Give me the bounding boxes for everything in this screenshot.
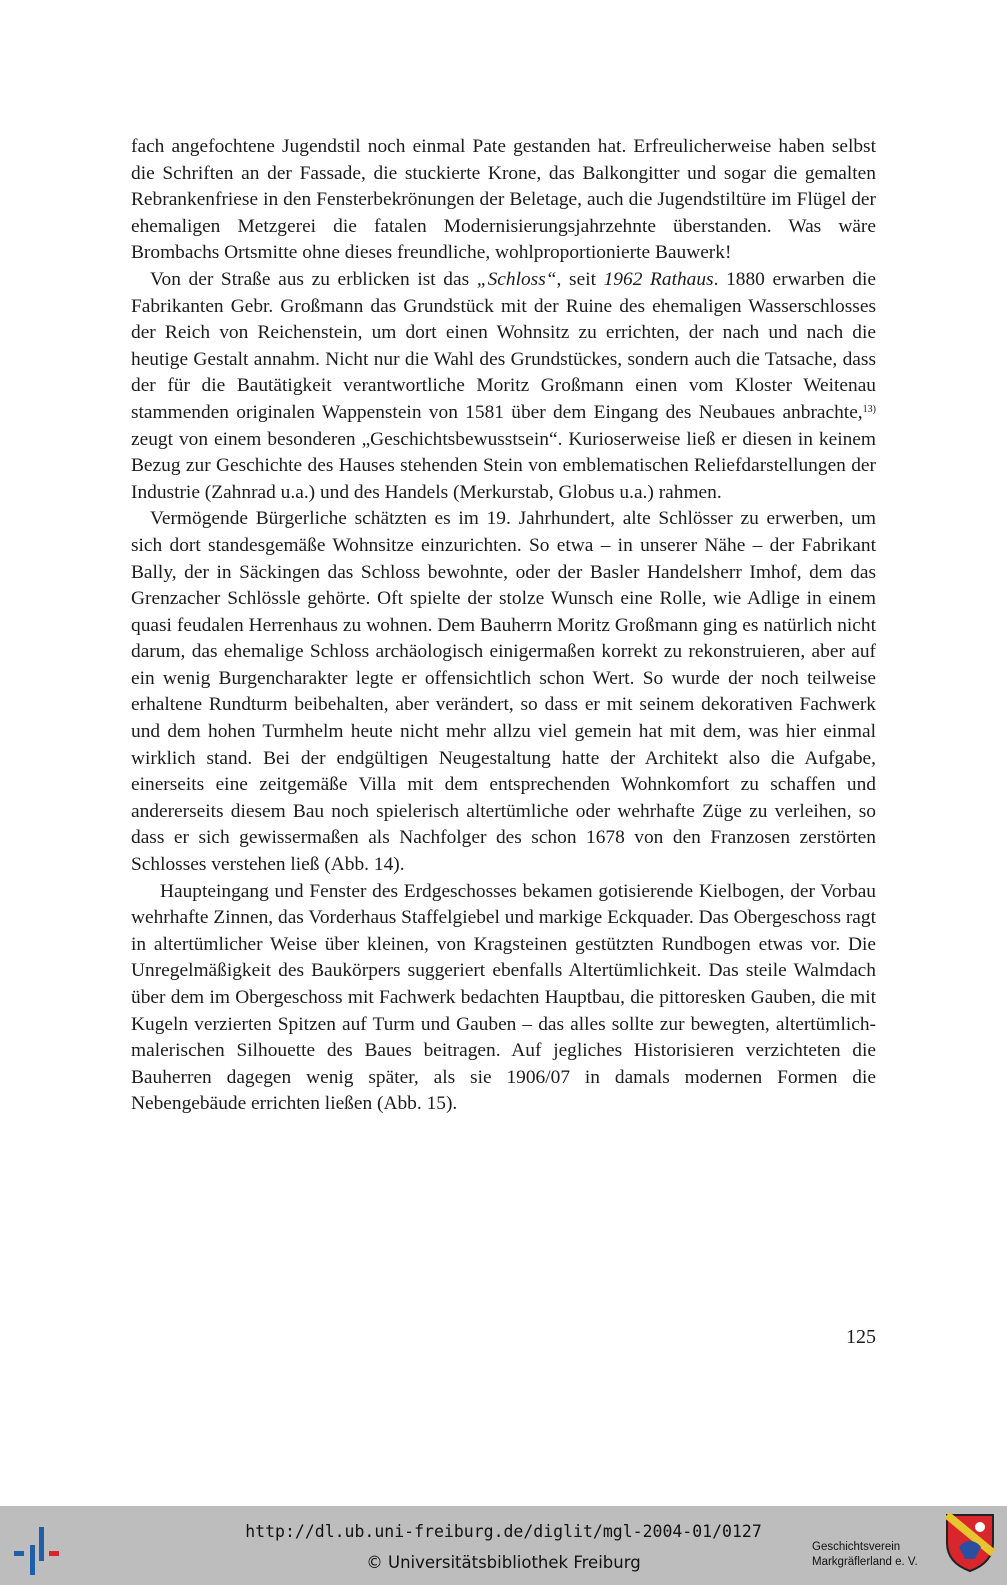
rathaus-term: 1962 Rathaus xyxy=(603,268,714,290)
paragraph-2-text-b: , seit xyxy=(556,268,604,290)
paragraph-1: fach angefochtene Jugendstil noch einmal Pate gestanden hat. Erfreulicherweise haben selbst die Schriften an der Fassade, die stuckierte Krone, das Balkongitter und sogar die gemalten Rebrankenfriese in den Fensterbekrönungen der Beletage, auch die Jugendstiltüre im Flügel der ehemaligen Metzgerei die fatalen Modernisierungsjahrzehnte überstanden. Was wäre Brombachs Ortsmitte ohne dieses freundliche, wohlproportionierte Bauwerk! xyxy=(131,136,876,264)
society-name xyxy=(812,1540,930,1570)
schloss-term: „Schloss“ xyxy=(476,268,557,290)
paragraph-2-text-c: . 1880 erwarben die Fabrikanten Gebr. Großmann das Grundstück mit der Ruine des ehemaligen Wasserschlosses der Reich von Reichenstein, um dort einen Wohnsitz zu errichten, der nach und nach die heutige Gestalt annahm. Nicht nur die Wahl des Grundstückes, sondern auch die Tatsache, dass der für die Bautätigkeit verantwortliche Moritz Großmann einen vom Kloster Weitenau stammenden originalen Wappenstein von 1581 über dem Eingang des Neubaues anbrachte, xyxy=(131,268,876,423)
page-number: 125 xyxy=(846,1326,876,1348)
coat-of-arms-icon xyxy=(945,1513,995,1573)
footnote-ref: 13) xyxy=(862,403,876,415)
paragraph-3: Vermögende Bürgerliche schätzten es im 19. Jahrhundert, alte Schlösser zu erwerben, um sich dort standesgemäße Wohnsitze einzurichten. So etwa – in unserer Nähe – der Fabrikant Bally, der in Säckingen das Schloss bewohnte, oder der Basler Handelsherr Imhof, dem das Grenzacher Schlössle gehörte. Oft spielte der stolze Wunsch eine Rolle, wie Adlige in einem quasi feudalen Herrenhaus zu wohnen. Dem Bauherrn Moritz Großmann ging es natürlich nicht darum, das ehemalige Schloss archäologisch einigermaßen korrekt zu rekonstruieren, aber auf ein wenig Burgencharakter legte er offensichtlich schon Wert. So wurde der noch teilweise erhaltene Rundturm beibehalten, aber verändert, so dass er mit seinem dekorativen Fachwerk und dem hohen Turmhelm heute nicht mehr allzu viel gemein hat mit dem, was hier einmal wirklich stand. Bei der endgültigen Neugestaltung hatte der Architekt also die Aufgabe, einerseits eine zeitgemäße Villa mit dem entsprechenden Wohnkomfort zu schaffen und andererseits diesem Bau noch spielerisch altertümliche oder wehrhafte Züge zu verleihen, so dass er sich gewissermaßen als Nachfolger des schon 1678 von den Franzosen zerstörten Schlosses verstehen ließ (Abb. 14). xyxy=(131,508,876,876)
society-line-2: Markgräflerland e. V. xyxy=(812,1556,918,1568)
paragraph-2 xyxy=(131,267,876,506)
paragraph-4: Haupteingang und Fenster des Erdgeschosses bekamen gotisierende Kielbogen, der Vorbau wehrhafte Zinnen, das Vorderhaus Staffelgiebel und markige Eckquader. Das Obergeschoss ragt in altertümlicher Weise über kleinen, von Kragsteinen gestützten Rundbogen etwas vor. Die Unregelmäßigkeit des Baukörpers suggeriert ebenfalls Altertümlichkeit. Das steile Walmdach über dem im Obergeschoss mit Fachwerk bedachten Hauptbau, die pittoresken Gauben, die mit Kugeln verzierten Spitzen auf Turm und Gauben – das alles sollte zur bewegten, altertümlich-malerischen Silhouette des Baues beitragen. Auf jegliches Historisieren verzichteten die Bauherren dagegen wenig später, als sie 1906/07 in damals modernen Formen die Nebengebäude errichten ließen (Abb. 15). xyxy=(131,880,876,1115)
page-body-text xyxy=(131,134,876,1118)
society-line-1: Geschichtsverein xyxy=(812,1541,901,1553)
paragraph-2-text-a: Von der Straße aus zu erblicken ist das xyxy=(150,268,477,290)
footer-bar xyxy=(0,1506,1007,1585)
paragraph-2-text-d: zeugt von einem besonderen „Geschichtsbewusstsein“. Kurioserweise ließ er diesen in keinem Bezug zur Geschichte des Hauses stehenden Stein von emblematischen Reliefdarstellungen der Industrie (Zahnrad u.a.) und des Handels (Merkurstab, Globus u.a.) rahmen. xyxy=(131,428,876,503)
footer-url-link[interactable]: http://dl.ub.uni-freiburg.de/diglit/mgl-2004-01/0127 xyxy=(245,1522,762,1541)
footer-copyright: © Universitätsbibliothek Freiburg xyxy=(366,1553,641,1572)
